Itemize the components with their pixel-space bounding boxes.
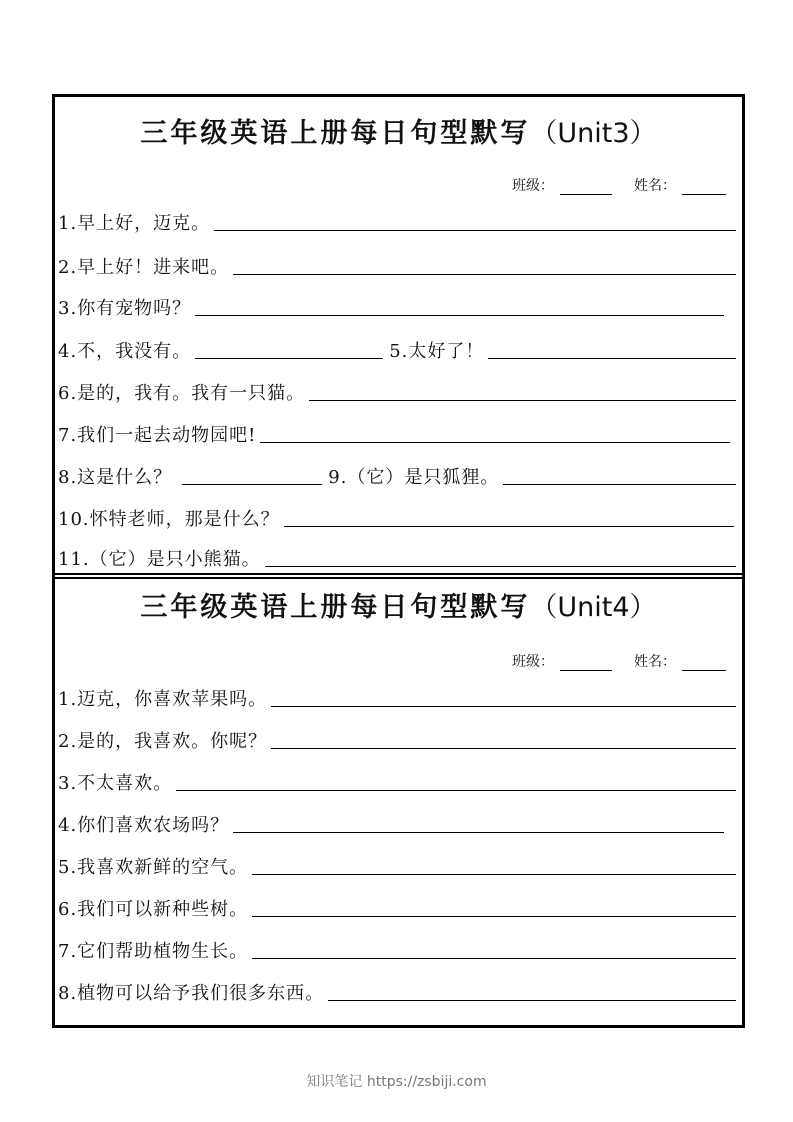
unit3-question-row-3 [58,290,724,320]
footer-watermark: 知识笔记 https://zsbiji.com [306,1074,487,1090]
unit4-student-info [512,651,726,671]
worksheet-frame [52,94,745,1028]
unit3-class-label: 班级： [512,178,554,194]
unit4-question-row-6 [58,891,736,921]
unit3-answer-line-10[interactable] [284,526,734,527]
unit4-question-row-5 [58,849,736,879]
unit3-section [55,97,742,575]
unit3-answer-line-4[interactable] [195,358,383,359]
unit4-name-blank[interactable] [682,655,726,671]
unit4-question-row-2 [58,723,736,753]
unit4-question-row-3 [58,765,736,795]
unit3-question-5: 5.太好了！ [389,341,485,362]
unit3-class-blank[interactable] [560,179,612,195]
unit3-question-row-8-9 [58,459,736,489]
unit3-question-8: 8.这是什么？ [58,467,173,488]
unit3-question-row-2 [58,249,736,279]
unit4-question-4: 4.你们喜欢农场吗？ [58,815,230,836]
unit3-answer-line-2[interactable] [233,274,736,275]
unit3-name-label: 姓名： [634,178,676,194]
unit4-answer-line-1[interactable] [271,706,736,707]
unit3-question-row-10 [58,501,734,531]
unit3-answer-line-8[interactable] [182,484,322,485]
unit4-section [55,583,742,1025]
section-divider [55,573,742,579]
unit4-question-8: 8.植物可以给予我们很多东西。 [58,983,325,1004]
unit4-question-row-8 [58,975,736,1005]
unit3-question-row-6 [58,375,736,405]
unit3-title-main: 三年级英语上册每日句型默写 [140,118,531,149]
unit4-question-row-1 [58,681,736,711]
unit3-name-blank[interactable] [682,179,726,195]
unit3-question-2: 2.早上好！进来吧。 [58,257,230,278]
unit4-question-1: 1.迈克，你喜欢苹果吗。 [58,689,268,710]
unit3-question-row-4-5 [58,333,736,363]
unit3-answer-line-11[interactable] [265,566,736,567]
unit4-name-label: 姓名： [634,654,676,670]
unit4-answer-line-8[interactable] [328,1000,736,1001]
unit4-question-7: 7.它们帮助植物生长。 [58,941,249,962]
unit4-question-2: 2.是的，我喜欢。你呢？ [58,731,268,752]
unit4-answer-line-3[interactable] [176,790,736,791]
unit4-question-6: 6.我们可以新种些树。 [58,899,249,920]
unit4-answer-line-7[interactable] [252,958,736,959]
unit4-answer-line-5[interactable] [252,874,736,875]
unit3-answer-line-1[interactable] [214,230,736,231]
unit3-question-row-11 [58,541,736,571]
unit3-answer-line-6[interactable] [309,400,736,401]
unit4-answer-line-2[interactable] [271,748,736,749]
unit4-answer-line-6[interactable] [252,916,736,917]
unit3-question-9: 9.（它）是只狐狸。 [328,467,500,488]
unit4-class-blank[interactable] [560,655,612,671]
unit3-question-row-7 [58,417,730,447]
unit4-title-main: 三年级英语上册每日句型默写 [140,592,531,623]
unit4-title [55,585,742,624]
unit3-answer-line-3[interactable] [195,315,724,316]
unit3-question-11: 11.（它）是只小熊猫。 [58,549,261,570]
unit4-question-row-4 [58,807,724,837]
unit3-question-4: 4.不，我没有。 [58,341,192,362]
unit3-question-3: 3.你有宠物吗？ [58,298,192,319]
unit3-answer-line-9[interactable] [503,484,736,485]
unit3-answer-line-5[interactable] [488,358,736,359]
unit4-class-label: 班级： [512,654,554,670]
unit4-question-row-7 [58,933,736,963]
unit3-title [55,111,742,150]
unit3-question-10: 10.怀特老师，那是什么？ [58,509,280,530]
unit3-question-1: 1.早上好，迈克。 [58,213,211,234]
unit3-student-info [512,175,726,195]
unit4-question-3: 3.不太喜欢。 [58,773,173,794]
unit3-question-7: 7.我们一起去动物园吧! [58,425,257,446]
unit4-answer-line-4[interactable] [233,832,724,833]
unit4-title-unit: （Unit4） [530,592,657,623]
unit3-answer-line-7[interactable] [260,442,730,443]
unit3-question-row-1 [58,205,736,235]
unit3-title-unit: （Unit3） [530,118,657,149]
unit3-question-6: 6.是的，我有。我有一只猫。 [58,383,306,404]
unit4-question-5: 5.我喜欢新鲜的空气。 [58,857,249,878]
